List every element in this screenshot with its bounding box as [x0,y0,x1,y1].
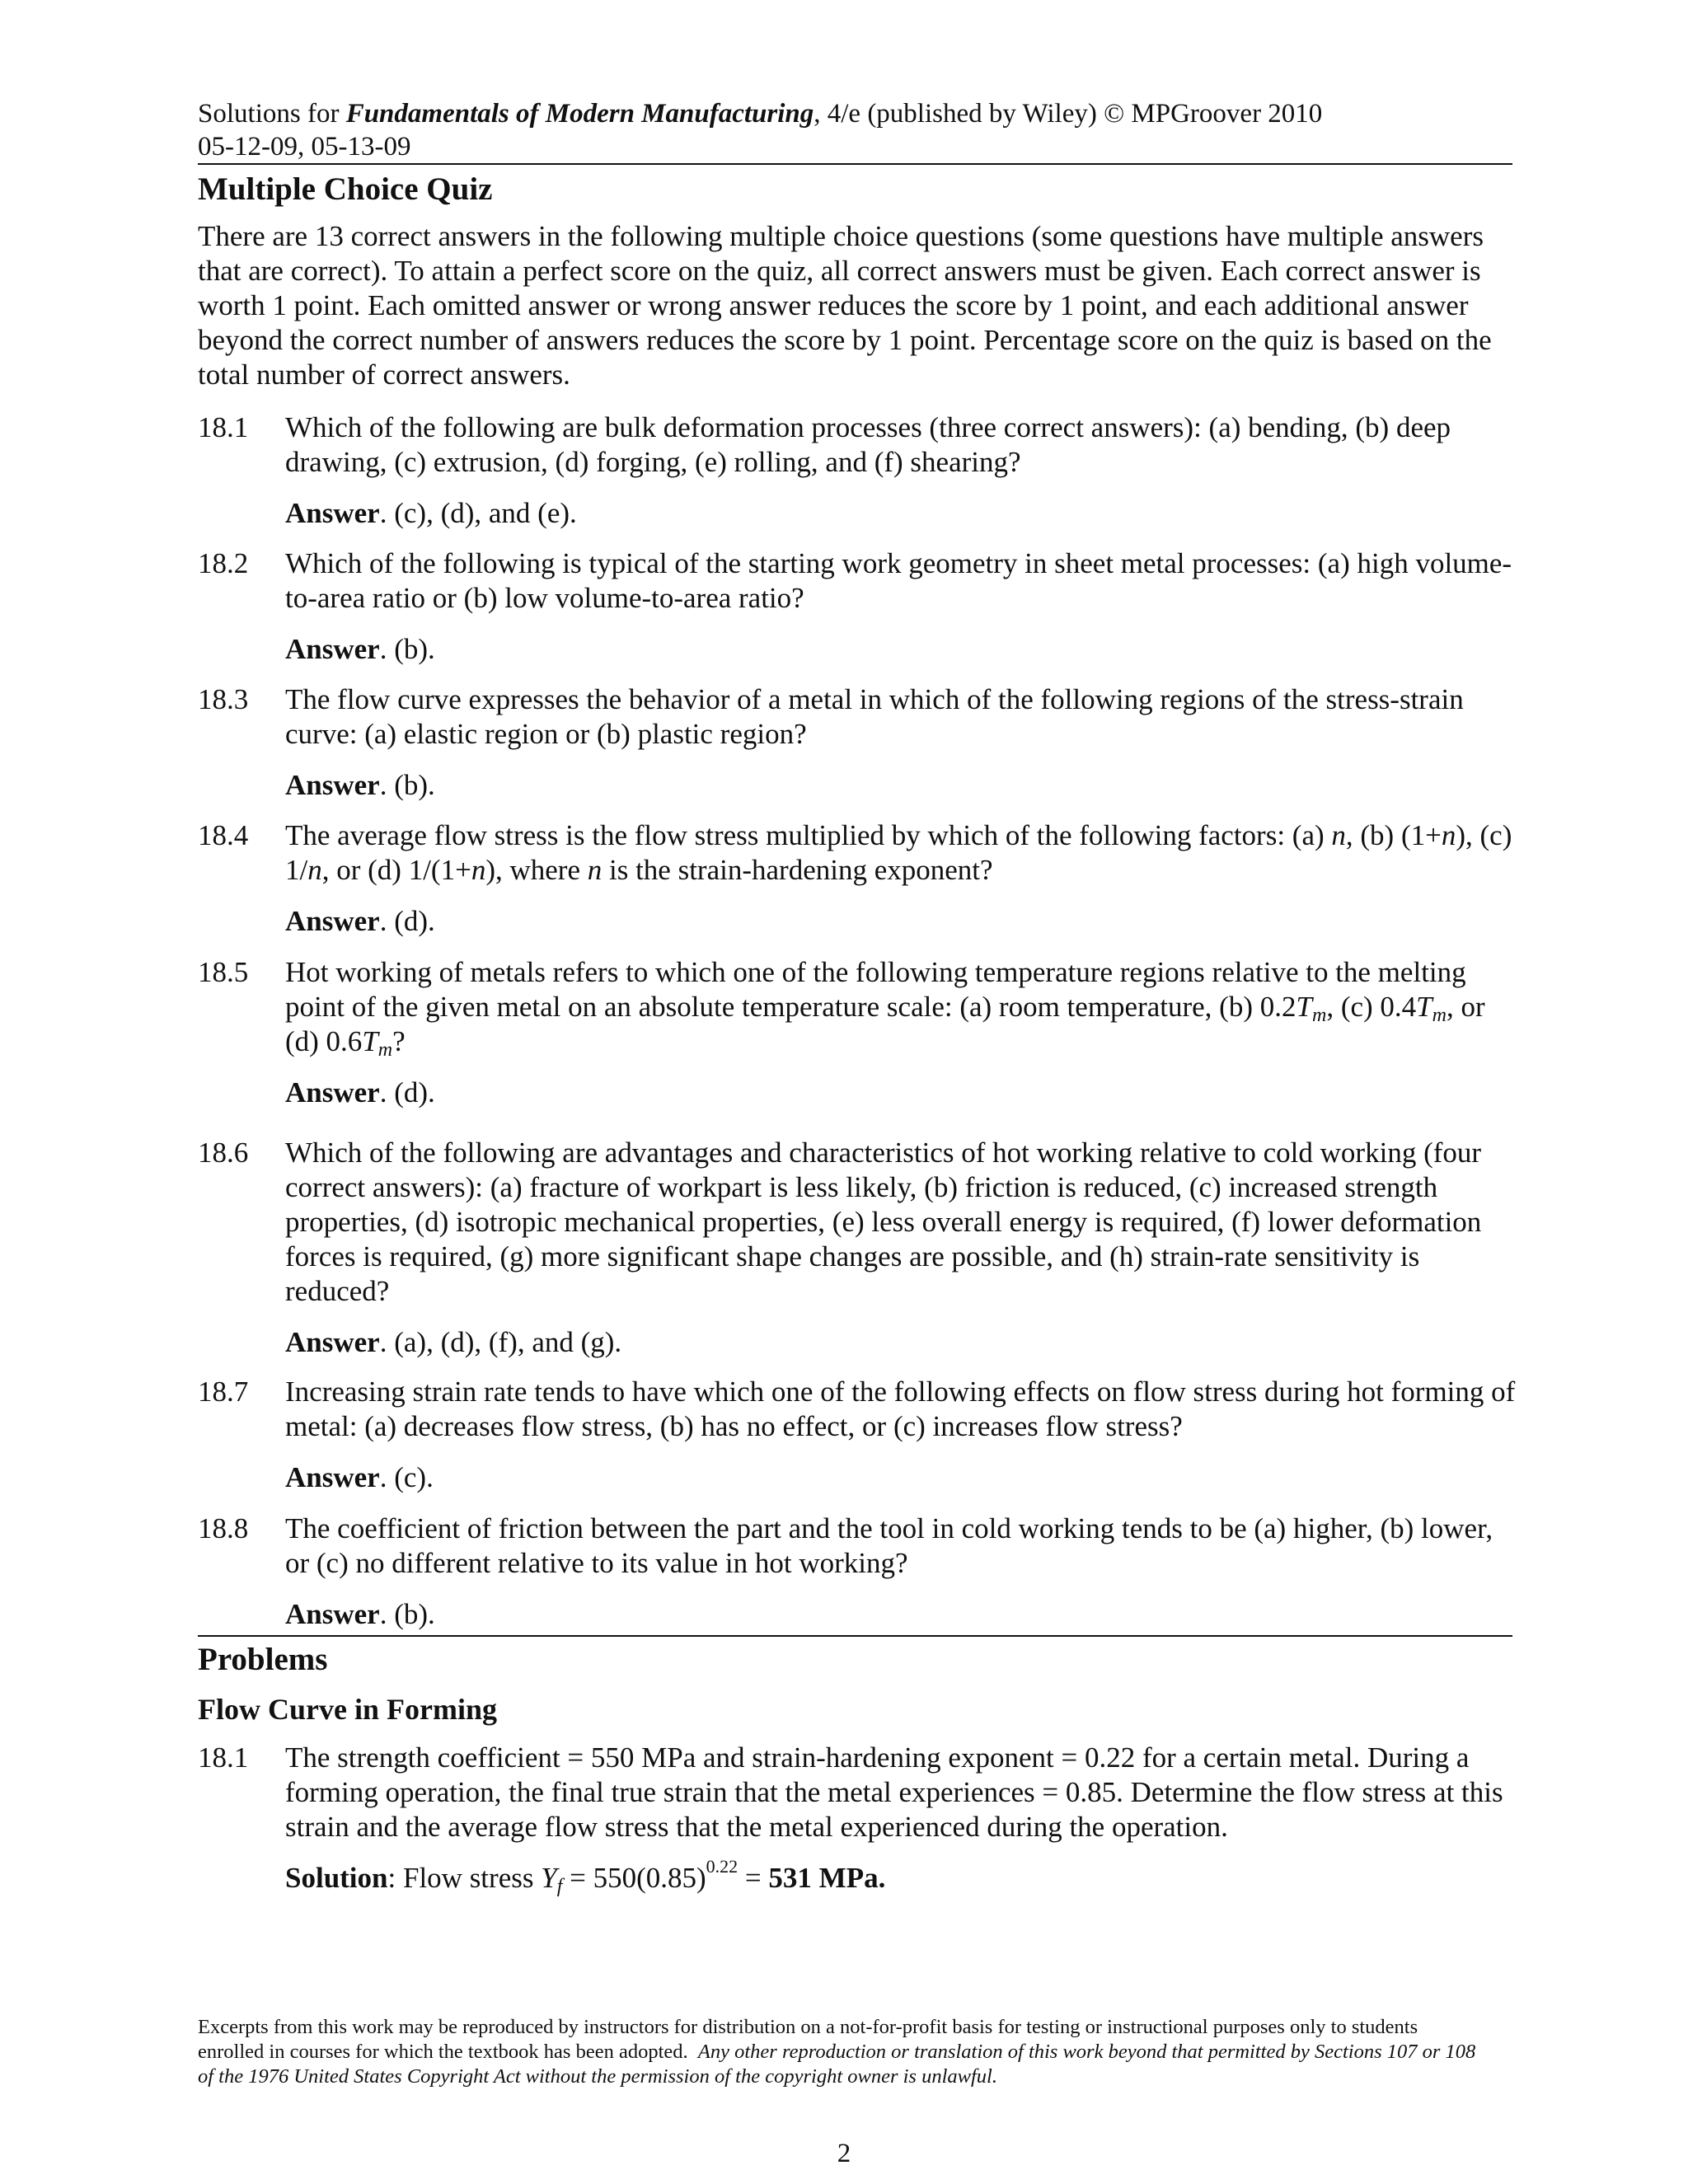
page-header [198,97,1512,163]
question-number: 18.2 [198,547,249,579]
header-divider [198,163,1512,165]
question-text: The average flow stress is the flow stress multiplied by which of the following factors: (a) n, (b) (1+n), (c) 1/n, or (d) 1/(1+n), where n is the strain-hardening exponent? [285,819,1512,886]
problem-text: The strength coefficient = 550 MPa and strain-hardening exponent = 0.22 for a certain metal. During a forming operation, the final true strain that the metal experiences = 0.85. Determine the flow stress at this strain and the average flow stress that the metal experienced during the operation. [285,1741,1503,1843]
quiz-question [198,682,1517,803]
question-number: 18.1 [198,411,249,443]
question-answer: Answer. (d). [285,905,435,937]
question-text: The coefficient of friction between the part and the tool in cold working tends to be (a) higher, (b) lower, or (c) no different relative to its value in hot working? [285,1512,1493,1579]
page-number: 2 [837,2139,851,2168]
question-answer: Answer. (b). [285,1598,435,1630]
question-text: The flow curve expresses the behavior of a metal in which of the following regions of the stress-strain curve: (a) elastic region or (b) plastic region? [285,683,1464,750]
question-number: 18.5 [198,956,249,988]
problem-item [198,1741,1517,1896]
problem-number: 18.1 [198,1741,249,1774]
question-text: Which of the following are bulk deformation processes (three correct answers): (a) bending, (b) deep drawing, (c) extrusion, (d) forging, (e) rolling, and (f) shearing? [285,411,1451,478]
quiz-question [198,1511,1517,1632]
question-number: 18.4 [198,819,249,851]
quiz-heading: Multiple Choice Quiz [198,171,493,207]
question-answer: Answer. (c). [285,1461,434,1493]
quiz-question [198,818,1517,939]
quiz-question [198,1136,1517,1360]
question-answer: Answer. (d). [285,1076,435,1108]
question-text: Which of the following are advantages and characteristics of hot working relative to cold working (four correct answers): (a) fracture of workpart is less likely, (b) friction is reduced, (c) increased strength properties, (d) isotropic mechanical properties, (e) less overall energy is required, (f) lower deformation forces is required, (g) more significant shape changes are possible, and (h) strain-rate sensitivity is reduced? [285,1137,1482,1307]
quiz-question [198,546,1517,667]
question-answer: Answer. (a), (d), (f), and (g). [285,1326,622,1358]
problems-subheading: Flow Curve in Forming [198,1693,497,1726]
question-number: 18.7 [198,1376,249,1408]
problem-solution: Solution: Flow stress $Y_f = 550(0.85)^{0.22} = 531$ MPa. [285,1856,886,1897]
question-answer: Answer. (c), (d), and (e). [285,497,577,529]
question-answer: Answer. (b). [285,769,435,801]
question-number: 18.3 [198,683,249,715]
header-line-1: Solutions for Fundamentals of Modern Manufacturing, 4/e (published by Wiley) © MPGroover 2010 [198,99,1323,129]
quiz-question [198,410,1517,531]
question-number: 18.6 [198,1137,249,1169]
quiz-question [198,1375,1517,1495]
problems-heading: Problems [198,1642,328,1677]
question-text: Increasing strain rate tends to have which one of the following effects on flow stress during hot forming of metal: (a) decreases flow stress, (b) has no effect, or (c) increases flow stress? [285,1376,1516,1442]
question-text: Hot working of metals refers to which one of the following temperature regions relative to the melting point of the given metal on an absolute temperature scale: (a) room temperature, (b) $0.2T_m$, (c) $0.4T_m$, or (d) $0.6T_m$? [285,956,1485,1061]
question-answer: Answer. (b). [285,633,435,665]
copyright-footer: Excerpts from this work may be reproduced by instructors for distribution on a not-for-profit basis for testing or instructional purposes only to students enrolled in courses for which the textbook has been adopted. Any other reproduction or translation of this work beyond that permitted by Sections 107 or 108 of the 1976 United States Copyright Act without the permission of the copyright owner is unlawful. [198,2016,1476,2088]
quiz-question [198,955,1517,1110]
section-divider [198,1635,1512,1637]
question-number: 18.8 [198,1512,249,1544]
quiz-intro: There are 13 correct answers in the following multiple choice questions (some questions have multiple answers that are correct). To attain a perfect score on the quiz, all correct answers must be given. Each correct answer is worth 1 point. Each omitted answer or wrong answer reduces the score by 1 point, and each additional answer beyond the correct number of answers reduces the score by 1 point. Percentage score on the quiz is based on the total number of correct answers. [198,220,1492,391]
question-text: Which of the following is typical of the starting work geometry in sheet metal processes: (a) high volume-to-area ratio or (b) low volume-to-area ratio? [285,547,1512,614]
book-title: Fundamentals of Modern Manufacturing [345,99,814,129]
header-line-2: 05-12-09, 05-13-09 [198,132,411,162]
